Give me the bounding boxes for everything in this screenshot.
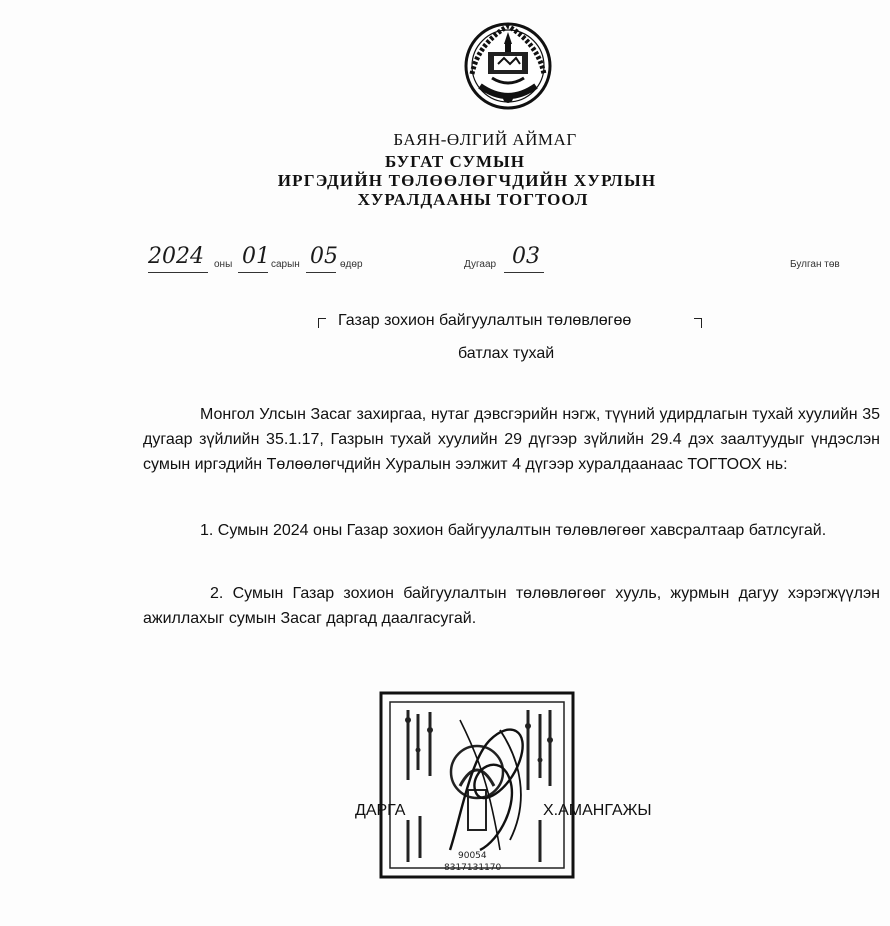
day-underline: [306, 272, 336, 273]
subject-line-2: батлах тухай: [458, 345, 555, 362]
handwritten-number: 03: [512, 244, 540, 269]
handwritten-year: 2024: [148, 244, 204, 269]
day-label: өдөр: [340, 259, 363, 270]
handwritten-signature: [440, 700, 550, 860]
subject-line-1: Газар зохион байгуулалтын төлөвлөгөө: [338, 312, 632, 329]
resolution-item-2: 2. Сумын Газар зохион байгуулалтын төлөвлөгөөг хууль, журмын дагуу хэрэгжүүлэн ажиллахыг сумын Засаг даргад даалгасугай.: [143, 585, 880, 627]
year-label: оны: [214, 259, 233, 270]
header-aimag: БАЯН-ӨЛГИЙ АЙМАГ: [393, 130, 577, 149]
month-underline: [238, 272, 268, 273]
month-label: сарын: [271, 259, 300, 270]
year-underline: [148, 272, 208, 273]
stamp-code-2: 8317131170: [444, 863, 502, 873]
subject-left-bracket: [318, 318, 326, 328]
number-underline: [504, 272, 544, 273]
state-emblem-seal: [458, 14, 558, 114]
handwritten-month: 01: [242, 244, 270, 269]
number-label: Дугаар: [464, 259, 497, 270]
subject-right-bracket: [694, 318, 702, 328]
stamp-code-1: 90054: [458, 851, 487, 861]
preamble-paragraph: Монгол Улсын Засаг захиргаа, нутаг дэвсгэрийн нэгж, түүний удирдлагын тухай хуулийн 35 дугаар зүйлийн 35.1.17, Газрын тухай хуулийн 29 дүгээр зүйлийн 29.4 дэх заалтуудыг үндэслэн сумын иргэдийн Төлөөлөгчдийн Хуралын ээлжит 4 дүгээр хуралдаанаас ТОГТООХ нь:: [143, 406, 880, 473]
handwritten-day: 05: [310, 244, 338, 269]
header-sum: БУГАТ СУМЫН: [385, 152, 525, 171]
signatory-title: ДАРГА: [355, 802, 406, 819]
header-resolution: ХУРАЛДААНЫ ТОГТООЛ: [357, 190, 589, 209]
header-council: ИРГЭДИЙН ТӨЛӨӨЛӨГЧДИЙН ХУРЛЫН: [277, 171, 657, 190]
issue-place: Булган төв: [790, 259, 840, 270]
resolution-meta-line: [148, 244, 868, 278]
signatory-name: Х.АМАНГАЖЫ: [543, 802, 652, 819]
resolution-item-1: 1. Сумын 2024 оны Газар зохион байгуулалтын төлөвлөгөөг хавсралтаар батлсугай.: [200, 522, 827, 539]
